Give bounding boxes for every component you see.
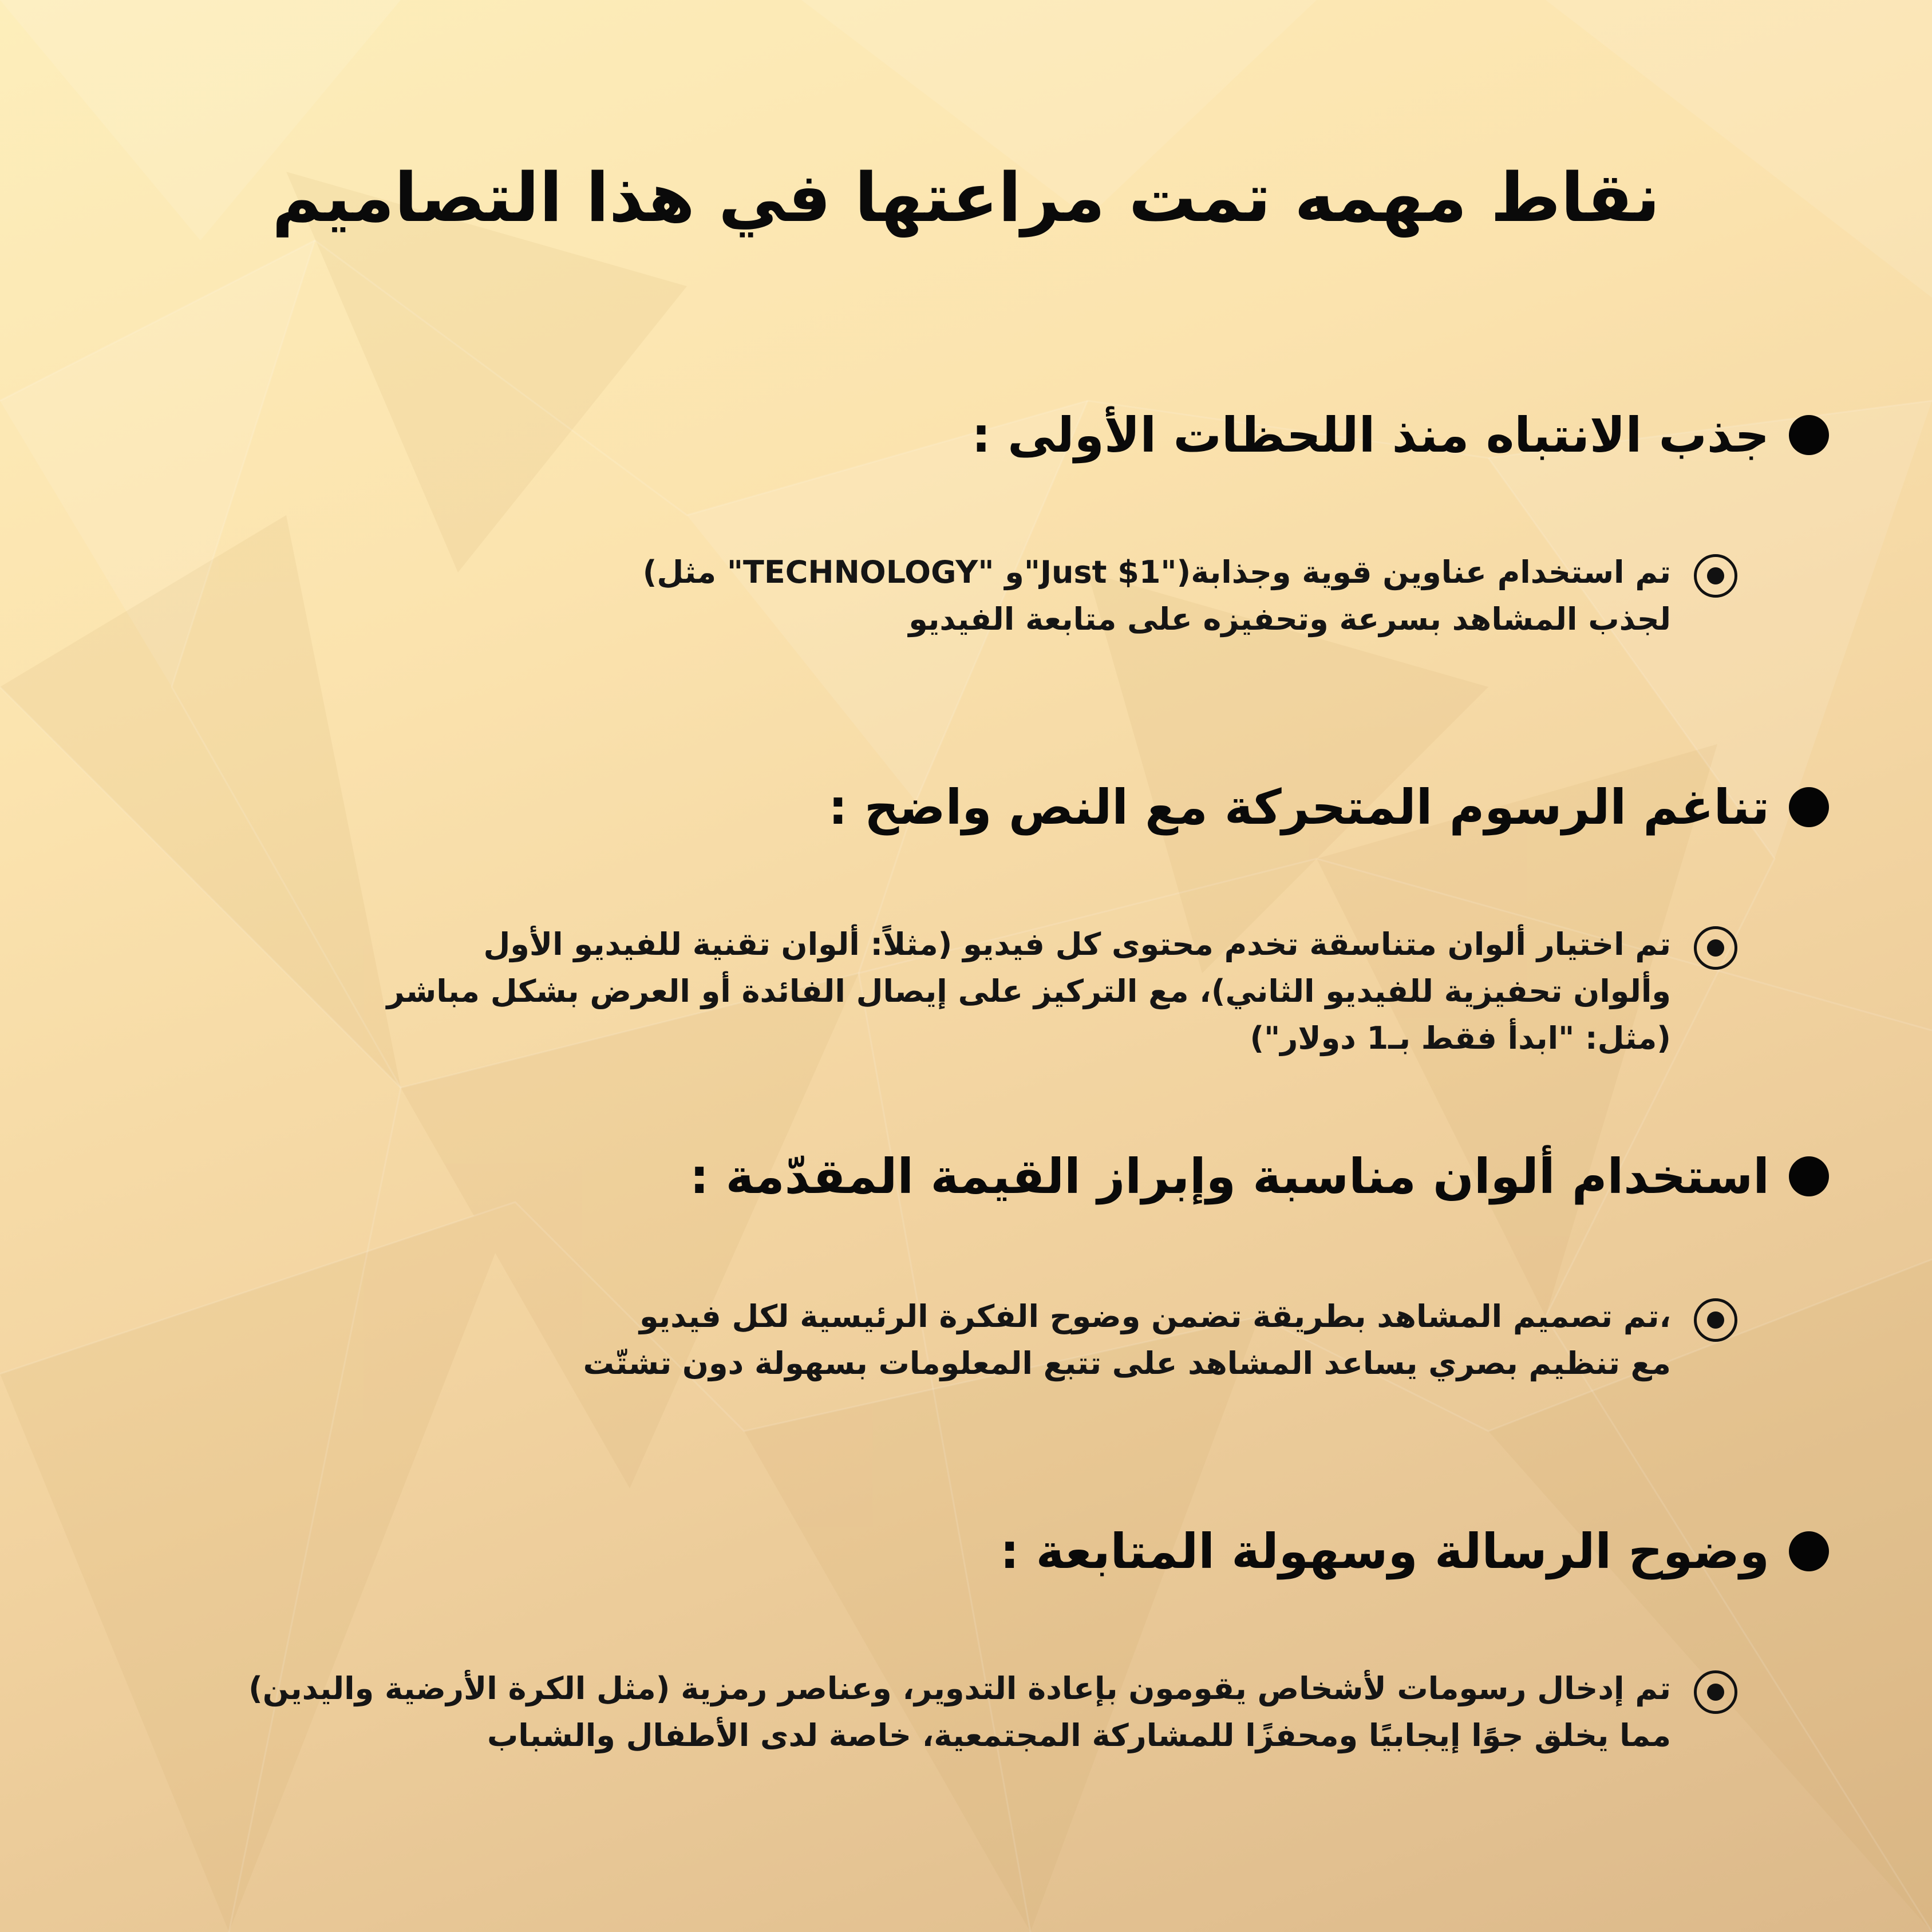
section-heading-colors (690, 1136, 1829, 1216)
section-heading-attention (971, 395, 1829, 475)
bullet-dot-icon (1789, 787, 1829, 827)
body-line: تم اختيار ألوان متناسقة تخدم محتوى كل فيديو (مثلاً: ألوان تقنية للفيديو الأول (483, 926, 1671, 962)
section-body-attention (643, 550, 1737, 642)
body-lines (583, 1294, 1671, 1386)
radio-bullet-icon (1694, 1670, 1737, 1714)
section-heading-animation (828, 767, 1829, 847)
radio-bullet-icon (1694, 1298, 1737, 1342)
body-lines (248, 1666, 1671, 1759)
page-title: نقاط مهمه تمت مراعتها في هذا التصاميم (272, 158, 1660, 237)
radio-bullet-icon (1694, 926, 1737, 970)
body-line: ،تم تصميم المشاهد بطريقة تضمن وضوح الفكرة الرئيسية لكل فيديو (639, 1298, 1671, 1334)
bullet-dot-icon (1789, 415, 1829, 455)
body-line: وألوان تحفيزية للفيديو الثاني)، مع التركيز على إيصال الفائدة أو العرض بشكل مباشر (386, 973, 1671, 1009)
section-heading-text: جذب الانتباه منذ اللحظات الأولى : (971, 407, 1769, 463)
bullet-dot-icon (1789, 1531, 1829, 1571)
section-body-colors (583, 1294, 1737, 1386)
body-line: تم إدخال رسومات لأشخاص يقومون بإعادة التدوير، وعناصر رمزية (مثل الكرة الأرضية واليدين) (248, 1670, 1671, 1706)
section-heading-text: استخدام ألوان مناسبة وإبراز القيمة المقدّمة : (689, 1148, 1769, 1204)
bullet-dot-icon (1789, 1156, 1829, 1196)
body-line: (مثل: "ابدأ فقط بـ1 دولار") (1250, 1020, 1671, 1056)
section-body-clarity (248, 1666, 1737, 1759)
body-line: تم استخدام عناوين قوية وجذابة("Just $1"و "TECHNOLOGY" مثل) (642, 554, 1671, 590)
section-heading-text: تناغم الرسوم المتحركة مع النص واضح : (828, 779, 1769, 835)
section-heading-text: وضوح الرسالة وسهولة المتابعة : (999, 1523, 1769, 1579)
body-lines (643, 550, 1671, 642)
body-lines (387, 922, 1671, 1061)
section-body-animation (387, 922, 1737, 1061)
body-line: لجذب المشاهد بسرعة وتحفيزه على متابعة الفيديو (908, 601, 1671, 637)
body-line: مع تنظيم بصري يساعد المشاهد على تتبع المعلومات بسهولة دون تشتّت (583, 1345, 1671, 1381)
section-heading-clarity (1000, 1511, 1829, 1591)
body-line: مما يخلق جوًا إيجابيًا ومحفزًا للمشاركة المجتمعية، خاصة لدى الأطفال والشباب (487, 1717, 1671, 1753)
radio-bullet-icon (1694, 554, 1737, 598)
